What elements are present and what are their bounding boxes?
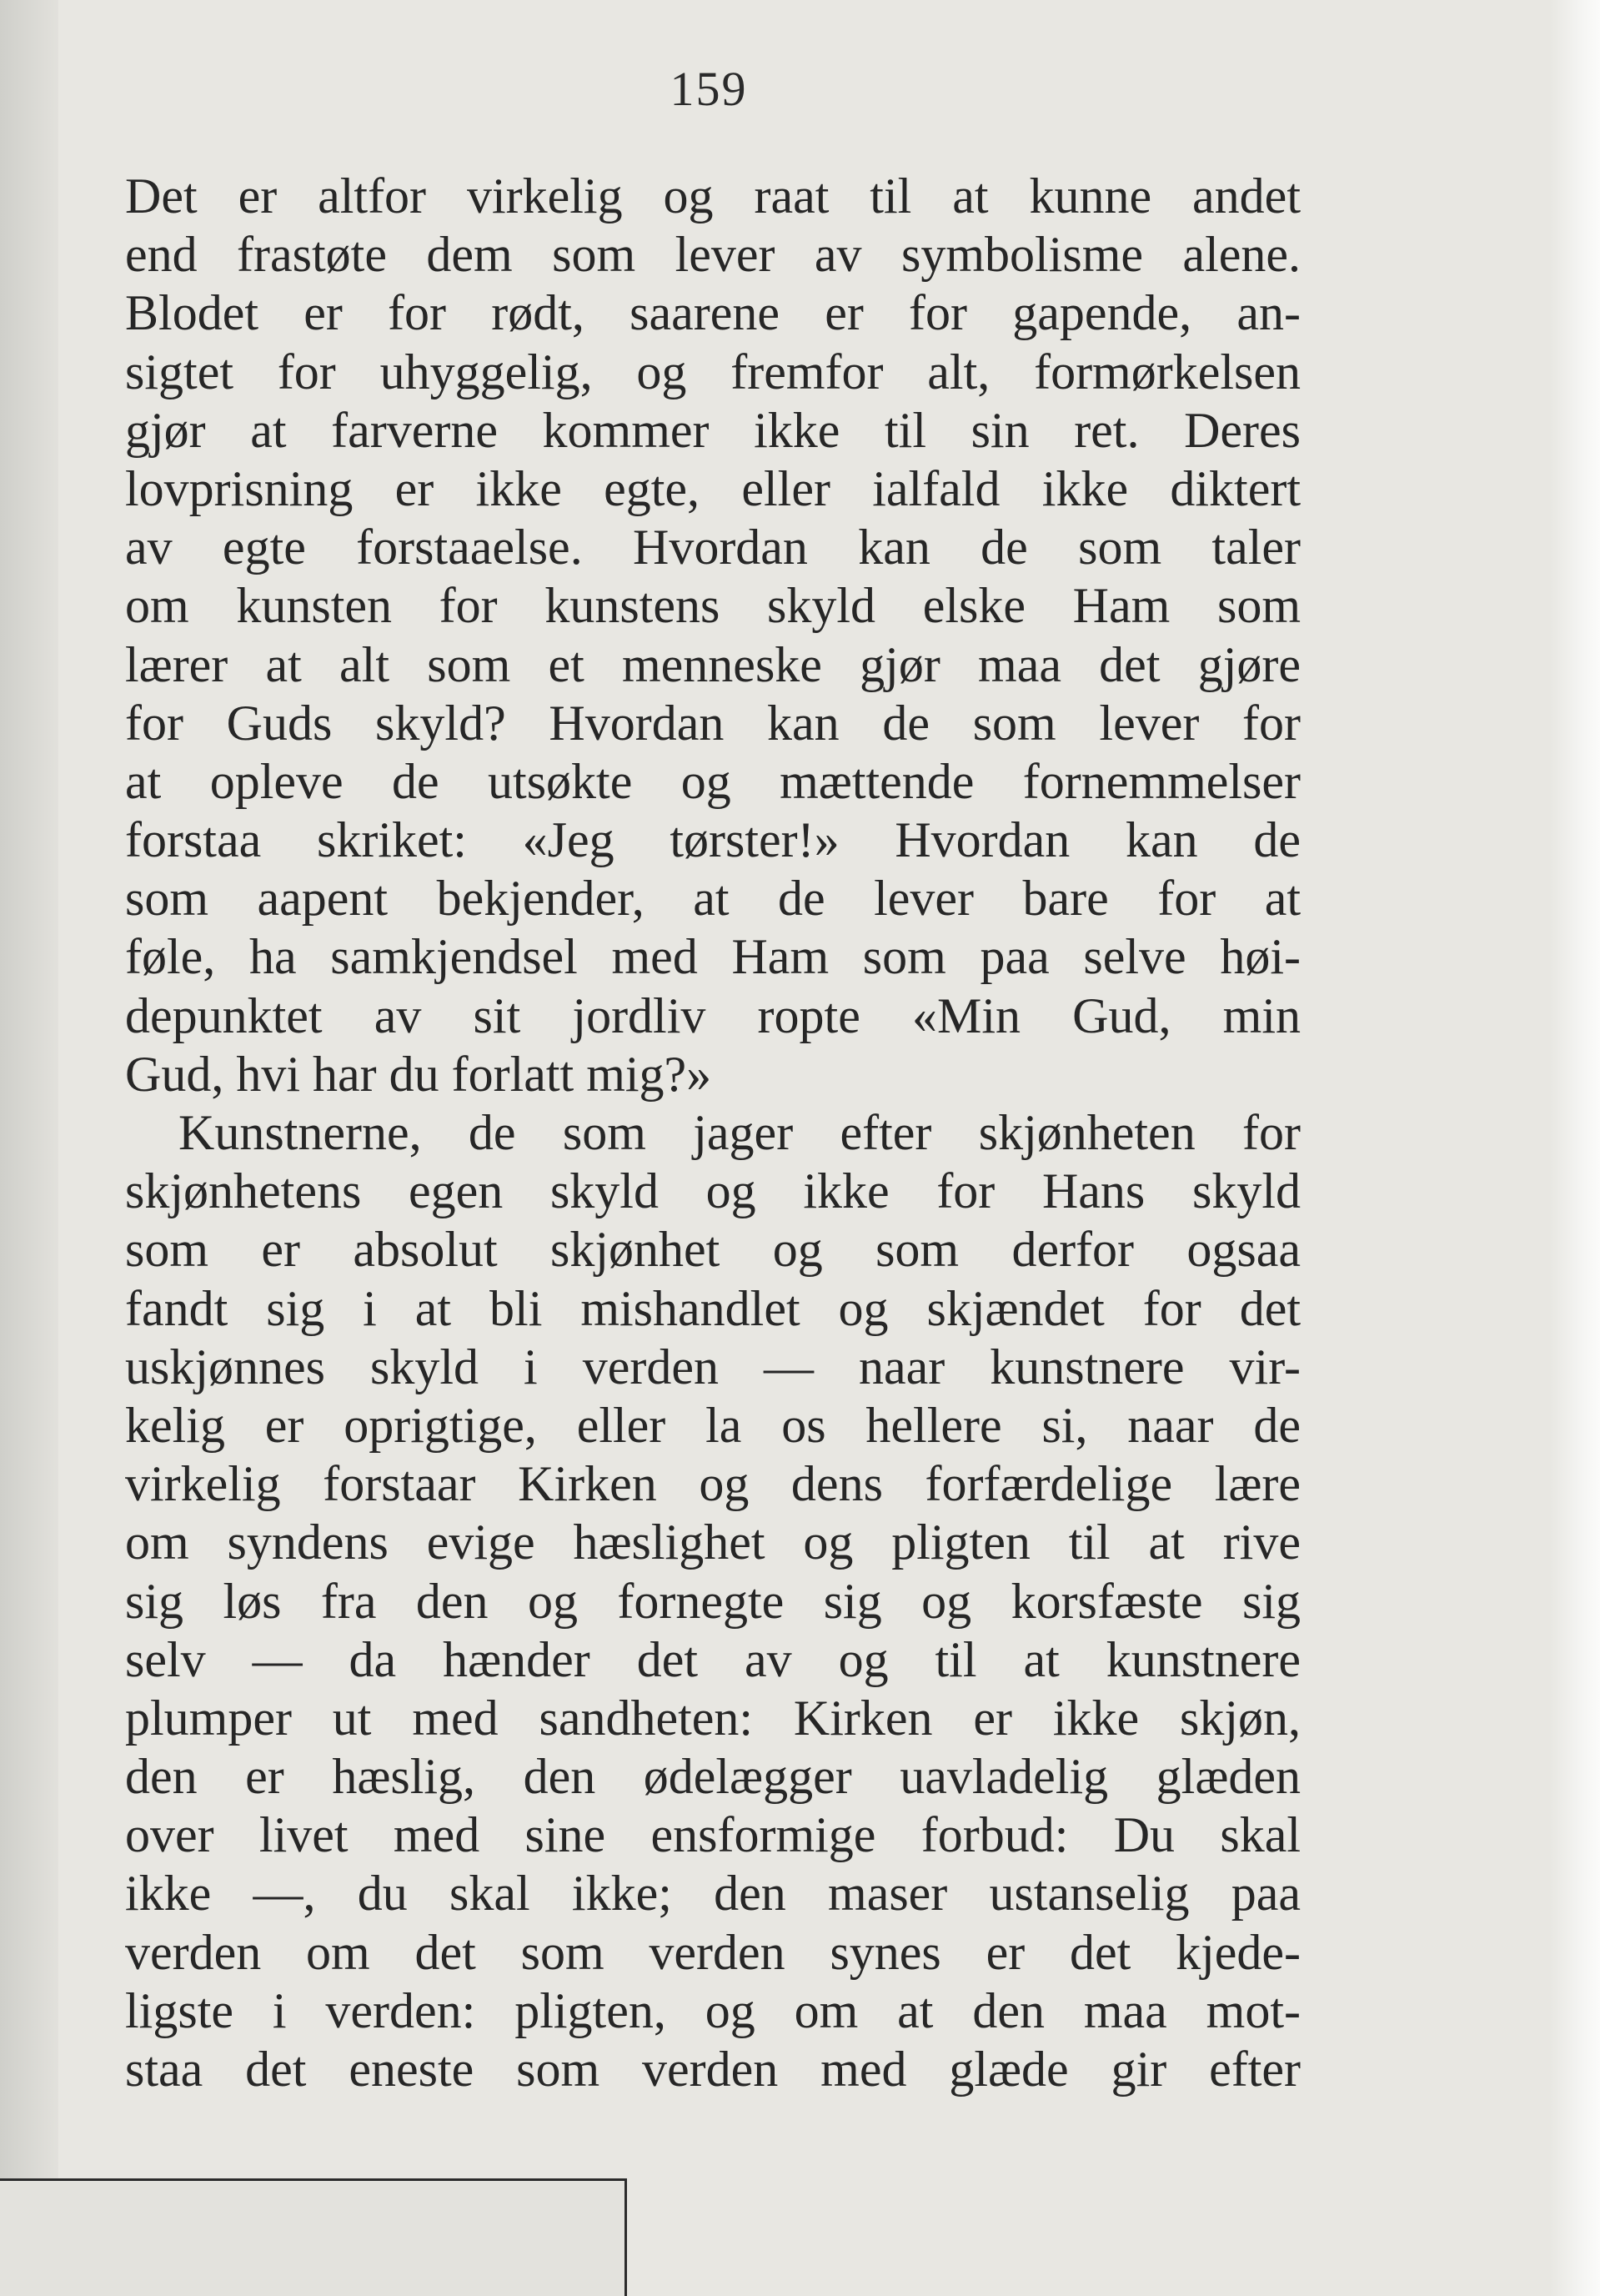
page-number: 159 xyxy=(670,62,748,116)
text-line: som er absolut skjønhet og som derfor ogsaa xyxy=(125,1222,1301,1278)
text-line: forstaa skriket: «Jeg tørster!» Hvordan kan de xyxy=(125,812,1301,868)
text-line: sig løs fra den og fornegte sig og korsfæste sig xyxy=(125,1573,1301,1629)
text-line: sigtet for uhyggelig, og fremfor alt, formørkelsen xyxy=(125,344,1301,399)
text-line: den er hæslig, den ødelægger uavladelig glæden xyxy=(125,1749,1301,1805)
text-line: lærer at alt som et menneske gjør maa det gjøre xyxy=(125,636,1301,692)
text-line: om kunsten for kunstens skyld elske Ham som xyxy=(125,578,1301,634)
text-line: fandt sig i at bli mishandlet og skjændet for det xyxy=(125,1280,1301,1336)
text-line: virkelig forstaar Kirken og dens forfærdelige lære xyxy=(125,1456,1301,1512)
text-line: staa det eneste som verden med glæde gir efter xyxy=(125,2042,1301,2097)
text-line: at opleve de utsøkte og mættende fornemmelser xyxy=(125,753,1301,809)
text-line: Blodet er for rødt, saarene er for gapende, an- xyxy=(125,285,1301,341)
text-line: skjønhetens egen skyld og ikke for Hans skyld xyxy=(125,1163,1301,1219)
text-line: over livet med sine ensformige forbud: Du skal xyxy=(125,1807,1301,1863)
text-line: lovprisning er ikke egte, eller ialfald ikke diktert xyxy=(125,460,1301,516)
text-line: føle, ha samkjendsel med Ham som paa selve høi- xyxy=(125,929,1301,985)
text-line: depunktet av sit jordliv ropte «Min Gud, min xyxy=(125,987,1301,1043)
text-line: Kunstnerne, de som jager efter skjønheten for xyxy=(178,1105,1301,1160)
text-line: selv — da hænder det av og til at kunstnere xyxy=(125,1631,1301,1687)
body-text xyxy=(125,167,1301,2098)
page-edge xyxy=(1550,0,1600,2296)
book-gutter-shadow xyxy=(0,0,58,2296)
text-line: om syndens evige hæslighet og pligten til at rive xyxy=(125,1515,1301,1570)
text-line: ikke —, du skal ikke; den maser ustanselig paa xyxy=(125,1866,1301,1922)
text-line: ligste i verden: pligten, og om at den maa mot- xyxy=(125,1982,1301,2038)
text-line: plumper ut med sandheten: Kirken er ikke skjøn, xyxy=(125,1690,1301,1746)
paragraph-1 xyxy=(125,167,1301,1103)
text-line: for Guds skyld? Hvordan kan de som lever for xyxy=(125,695,1301,751)
text-line: kelig er oprigtige, eller la os hellere si, naar de xyxy=(125,1397,1301,1453)
text-line: gjør at farverne kommer ikke til sin ret. Deres xyxy=(125,402,1301,458)
text-line: Det er altfor virkelig og raat til at kunne andet xyxy=(125,168,1301,224)
text-line: Gud, hvi har du forlatt mig?» xyxy=(125,1046,712,1102)
text-line: verden om det som verden synes er det kjede- xyxy=(125,1924,1301,1980)
library-label-box xyxy=(0,2178,627,2296)
paragraph-2 xyxy=(125,1103,1301,2098)
text-line: uskjønnes skyld i verden — naar kunstnere vir- xyxy=(125,1339,1301,1394)
text-line: end frastøte dem som lever av symbolisme alene. xyxy=(125,227,1301,283)
text-line: som aapent bekjender, at de lever bare for at xyxy=(125,871,1301,927)
text-line: av egte forstaaelse. Hvordan kan de som taler xyxy=(125,520,1301,575)
